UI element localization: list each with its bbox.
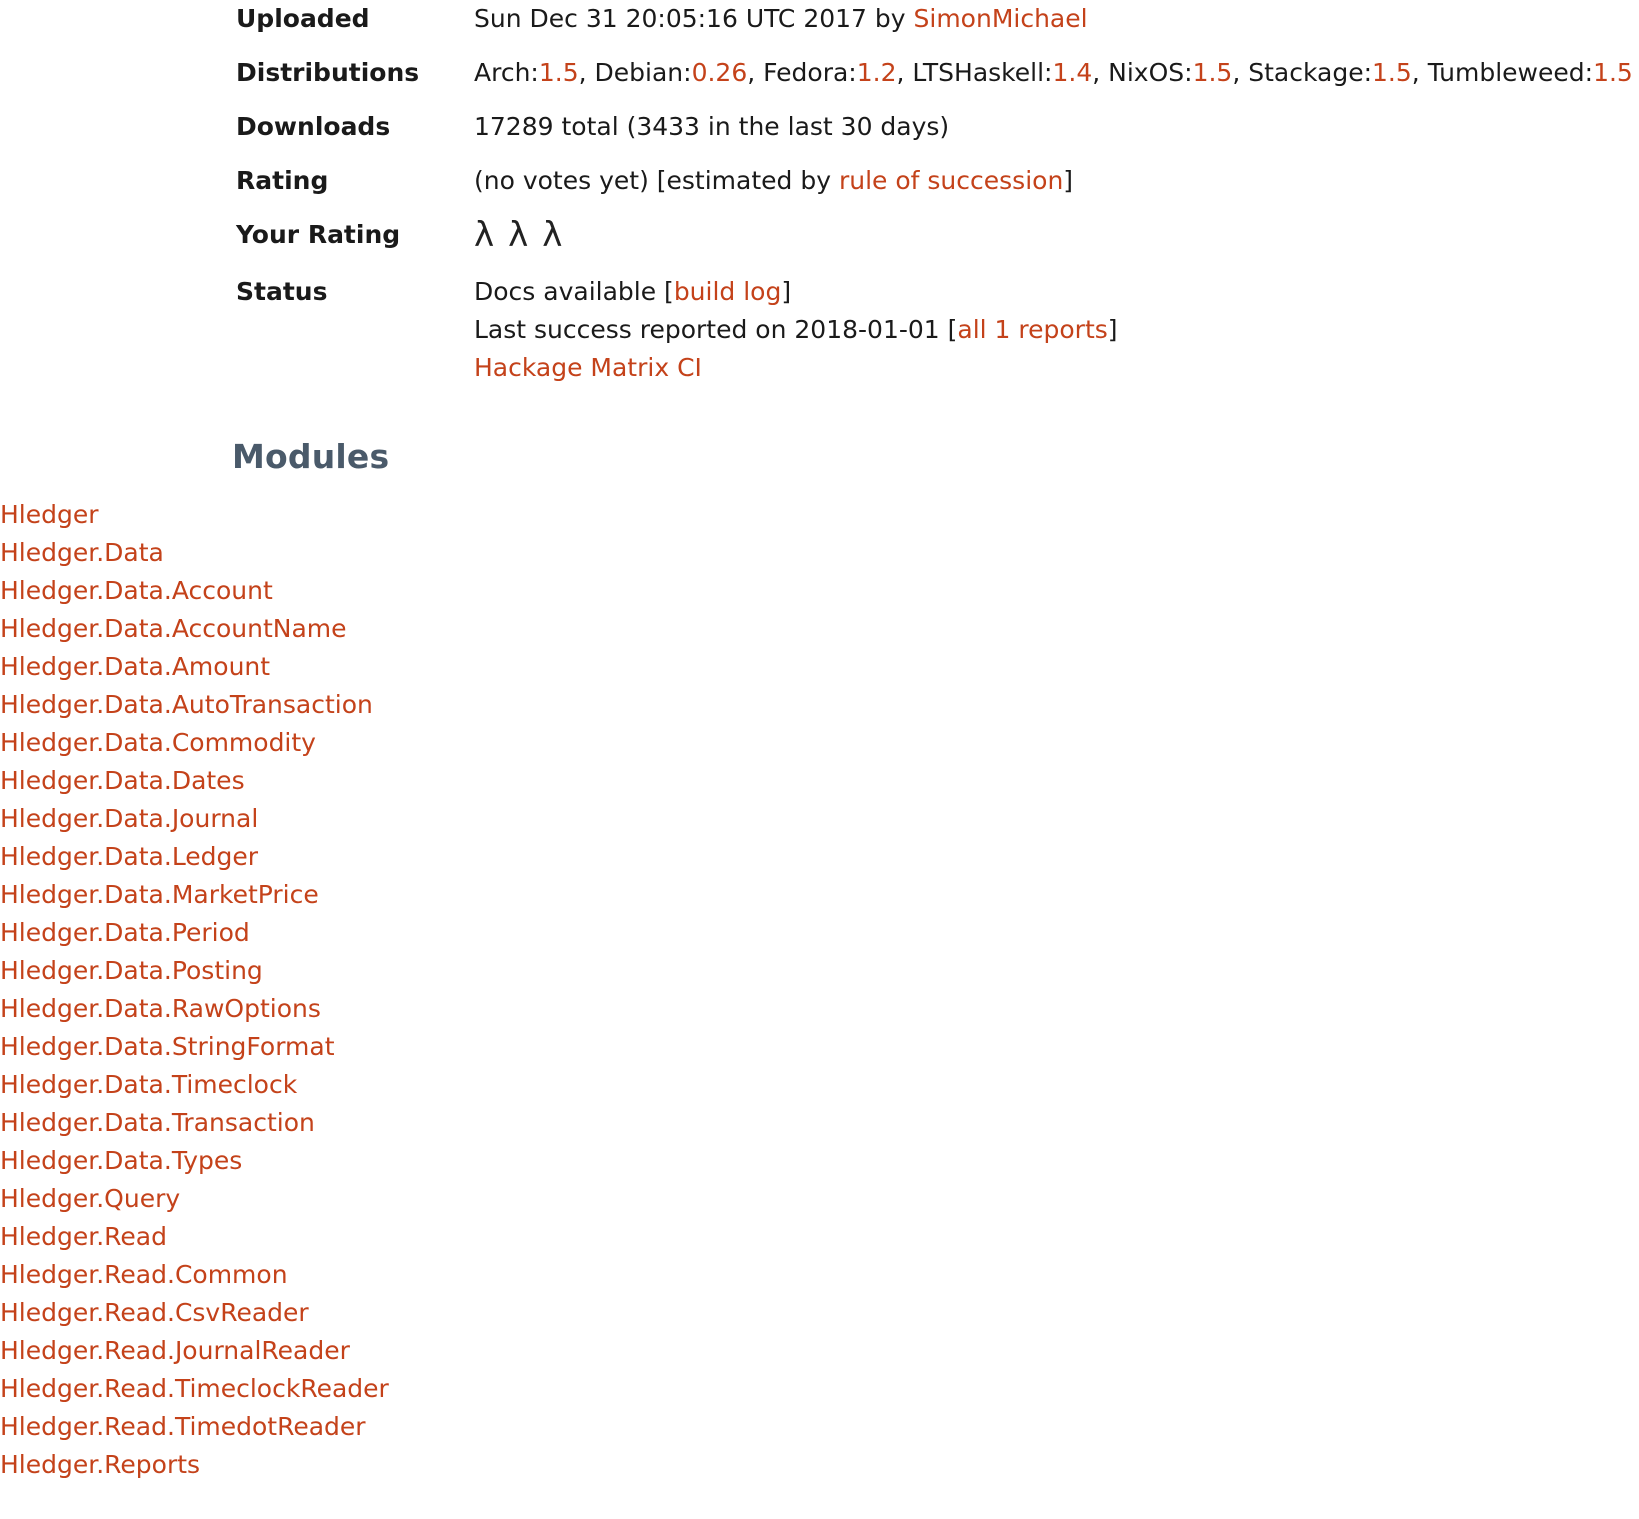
- status-docs-line: [474, 273, 1534, 311]
- distribution-version-nixos[interactable]: 1.5: [1192, 58, 1233, 87]
- distribution-item-stackage: [1248, 58, 1427, 87]
- distribution-sep-2: ,: [896, 58, 913, 87]
- rule-of-succession-link[interactable]: rule of succession: [838, 166, 1064, 195]
- rating-lambda-2[interactable]: λ: [508, 215, 543, 255]
- list-item: [0, 610, 1639, 648]
- property-key-distributions: Distributions: [236, 58, 420, 87]
- property-row-your-rating: [236, 216, 1534, 273]
- distribution-version-ltshaskell[interactable]: 1.4: [1052, 58, 1093, 87]
- distribution-version-fedora[interactable]: 1.2: [856, 58, 897, 87]
- property-key-status: Status: [236, 277, 328, 306]
- list-item: [0, 1370, 1639, 1408]
- rating-text-after: ]: [1063, 166, 1074, 195]
- module-link-hledger-read-journalreader[interactable]: Hledger.Read.JournalReader: [0, 1336, 350, 1366]
- module-link-hledger-data-commodity[interactable]: Hledger.Data.Commodity: [0, 728, 316, 758]
- list-item: [0, 1104, 1639, 1142]
- list-item: [0, 800, 1639, 838]
- list-item: [0, 1256, 1639, 1294]
- status-matrix-ci-line: [474, 349, 1534, 387]
- module-link-hledger-read-common[interactable]: Hledger.Read.Common: [0, 1260, 288, 1290]
- distribution-name-nixos: NixOS:: [1108, 58, 1193, 87]
- distribution-item-debian: [595, 58, 764, 87]
- package-properties: [236, 0, 1633, 394]
- distribution-name-tumbleweed: Tumbleweed:: [1427, 58, 1594, 87]
- list-item: [0, 990, 1639, 1028]
- module-link-hledger-data-posting[interactable]: Hledger.Data.Posting: [0, 956, 263, 986]
- list-item: [0, 1218, 1639, 1256]
- distribution-sep-3: ,: [1092, 58, 1109, 87]
- module-link-hledger-data-types[interactable]: Hledger.Data.Types: [0, 1146, 243, 1176]
- module-link-hledger-data-rawoptions[interactable]: Hledger.Data.RawOptions: [0, 994, 321, 1024]
- property-row-status: [236, 273, 1534, 394]
- module-link-hledger-data-marketprice[interactable]: Hledger.Data.MarketPrice: [0, 880, 319, 910]
- module-link-hledger-data-timeclock[interactable]: Hledger.Data.Timeclock: [0, 1070, 298, 1100]
- list-item: [0, 724, 1639, 762]
- list-item: [0, 1294, 1639, 1332]
- distribution-item-fedora: [763, 58, 912, 87]
- list-item: [0, 648, 1639, 686]
- module-link-hledger-data-accountname[interactable]: Hledger.Data.AccountName: [0, 614, 347, 644]
- module-link-hledger-data[interactable]: Hledger.Data: [0, 538, 164, 568]
- distribution-item-nixos: [1108, 58, 1248, 87]
- rating-text: (no votes yet) [estimated by: [474, 166, 839, 195]
- modules-heading: Modules: [232, 437, 390, 476]
- property-row-rating: [236, 162, 1534, 216]
- property-value-uploaded: [474, 0, 1534, 54]
- list-item: [0, 1142, 1639, 1180]
- distribution-name-fedora: Fedora:: [763, 58, 857, 87]
- status-docs-text-after: ]: [781, 277, 792, 306]
- property-value-rating: [474, 162, 1534, 216]
- status-last-success-text-after: ]: [1107, 315, 1118, 344]
- distribution-name-arch: Arch:: [474, 58, 539, 87]
- list-item: [0, 1446, 1639, 1484]
- property-row-uploaded: [236, 0, 1534, 54]
- module-link-hledger-data-account[interactable]: Hledger.Data.Account: [0, 576, 273, 606]
- distribution-version-stackage[interactable]: 1.5: [1372, 58, 1412, 87]
- distribution-item-arch: [474, 58, 595, 87]
- distribution-item-tumbleweed: [1428, 58, 1633, 87]
- build-log-link[interactable]: build log: [673, 277, 782, 306]
- distribution-version-debian[interactable]: 0.26: [691, 58, 748, 87]
- distribution-name-debian: Debian:: [594, 58, 692, 87]
- list-item: [0, 686, 1639, 724]
- list-item: [0, 762, 1639, 800]
- all-reports-link[interactable]: all 1 reports: [957, 315, 1108, 344]
- list-item: [0, 876, 1639, 914]
- rating-lambda-1[interactable]: λ: [474, 215, 509, 255]
- module-list: [0, 496, 1639, 1484]
- property-value-status: [474, 273, 1534, 394]
- module-link-hledger-data-autotransaction[interactable]: Hledger.Data.AutoTransaction: [0, 690, 373, 720]
- property-key-rating: Rating: [236, 166, 329, 195]
- property-value-distributions: [474, 54, 1633, 108]
- module-link-hledger-data-dates[interactable]: Hledger.Data.Dates: [0, 766, 245, 796]
- module-link-hledger[interactable]: Hledger: [0, 500, 99, 530]
- module-link-hledger-data-ledger[interactable]: Hledger.Data.Ledger: [0, 842, 259, 872]
- list-item: [0, 1332, 1639, 1370]
- property-value-downloads: 17289 total (3433 in the last 30 days): [474, 112, 950, 141]
- distribution-sep-0: ,: [578, 58, 595, 87]
- distribution-version-arch[interactable]: 1.5: [538, 58, 579, 87]
- list-item: [0, 914, 1639, 952]
- status-docs-text: Docs available [: [474, 277, 674, 306]
- distribution-name-ltshaskell: LTSHaskell:: [912, 58, 1053, 87]
- uploader-link[interactable]: SimonMichael: [913, 4, 1088, 33]
- module-link-hledger-query[interactable]: Hledger.Query: [0, 1184, 181, 1214]
- distribution-sep-5: ,: [1411, 58, 1428, 87]
- module-link-hledger-read[interactable]: Hledger.Read: [0, 1222, 167, 1252]
- distribution-sep-4: ,: [1232, 58, 1249, 87]
- property-value-your-rating: [474, 216, 1534, 273]
- module-link-hledger-data-stringformat[interactable]: Hledger.Data.StringFormat: [0, 1032, 335, 1062]
- status-last-success-line: [474, 311, 1534, 349]
- rating-lambda-widget[interactable]: [474, 215, 577, 255]
- property-key-downloads: Downloads: [236, 112, 391, 141]
- list-item: [0, 572, 1639, 610]
- rating-lambda-3[interactable]: λ: [542, 215, 577, 255]
- list-item: [0, 1180, 1639, 1218]
- list-item: [0, 1066, 1639, 1104]
- property-row-downloads: [236, 108, 1534, 162]
- module-link-hledger-data-transaction[interactable]: Hledger.Data.Transaction: [0, 1108, 315, 1138]
- property-row-distributions: [236, 54, 1633, 108]
- property-key-your-rating: Your Rating: [236, 220, 401, 249]
- module-link-hledger-read-timedotreader[interactable]: Hledger.Read.TimedotReader: [0, 1412, 366, 1442]
- module-link-hledger-read-csvreader[interactable]: Hledger.Read.CsvReader: [0, 1298, 309, 1328]
- module-link-hledger-reports[interactable]: Hledger.Reports: [0, 1450, 201, 1480]
- list-item: [0, 496, 1639, 534]
- module-link-hledger-data-amount[interactable]: Hledger.Data.Amount: [0, 652, 271, 682]
- module-link-hledger-read-timeclockreader[interactable]: Hledger.Read.TimeclockReader: [0, 1374, 389, 1404]
- list-item: [0, 838, 1639, 876]
- property-key-uploaded: Uploaded: [236, 4, 370, 33]
- distribution-version-tumbleweed[interactable]: 1.5: [1593, 58, 1633, 87]
- list-item: [0, 952, 1639, 990]
- status-last-success-text: Last success reported on 2018-01-01 [: [474, 315, 958, 344]
- module-link-hledger-data-journal[interactable]: Hledger.Data.Journal: [0, 804, 259, 834]
- distribution-sep-1: ,: [747, 58, 764, 87]
- module-link-hledger-data-period[interactable]: Hledger.Data.Period: [0, 918, 250, 948]
- hackage-matrix-ci-link[interactable]: Hackage Matrix CI: [474, 353, 702, 382]
- list-item: [0, 534, 1639, 572]
- list-item: [0, 1028, 1639, 1066]
- distribution-item-ltshaskell: [912, 58, 1108, 87]
- list-item: [0, 1408, 1639, 1446]
- distribution-name-stackage: Stackage:: [1248, 58, 1373, 87]
- upload-date-text: Sun Dec 31 20:05:16 UTC 2017 by: [474, 4, 914, 33]
